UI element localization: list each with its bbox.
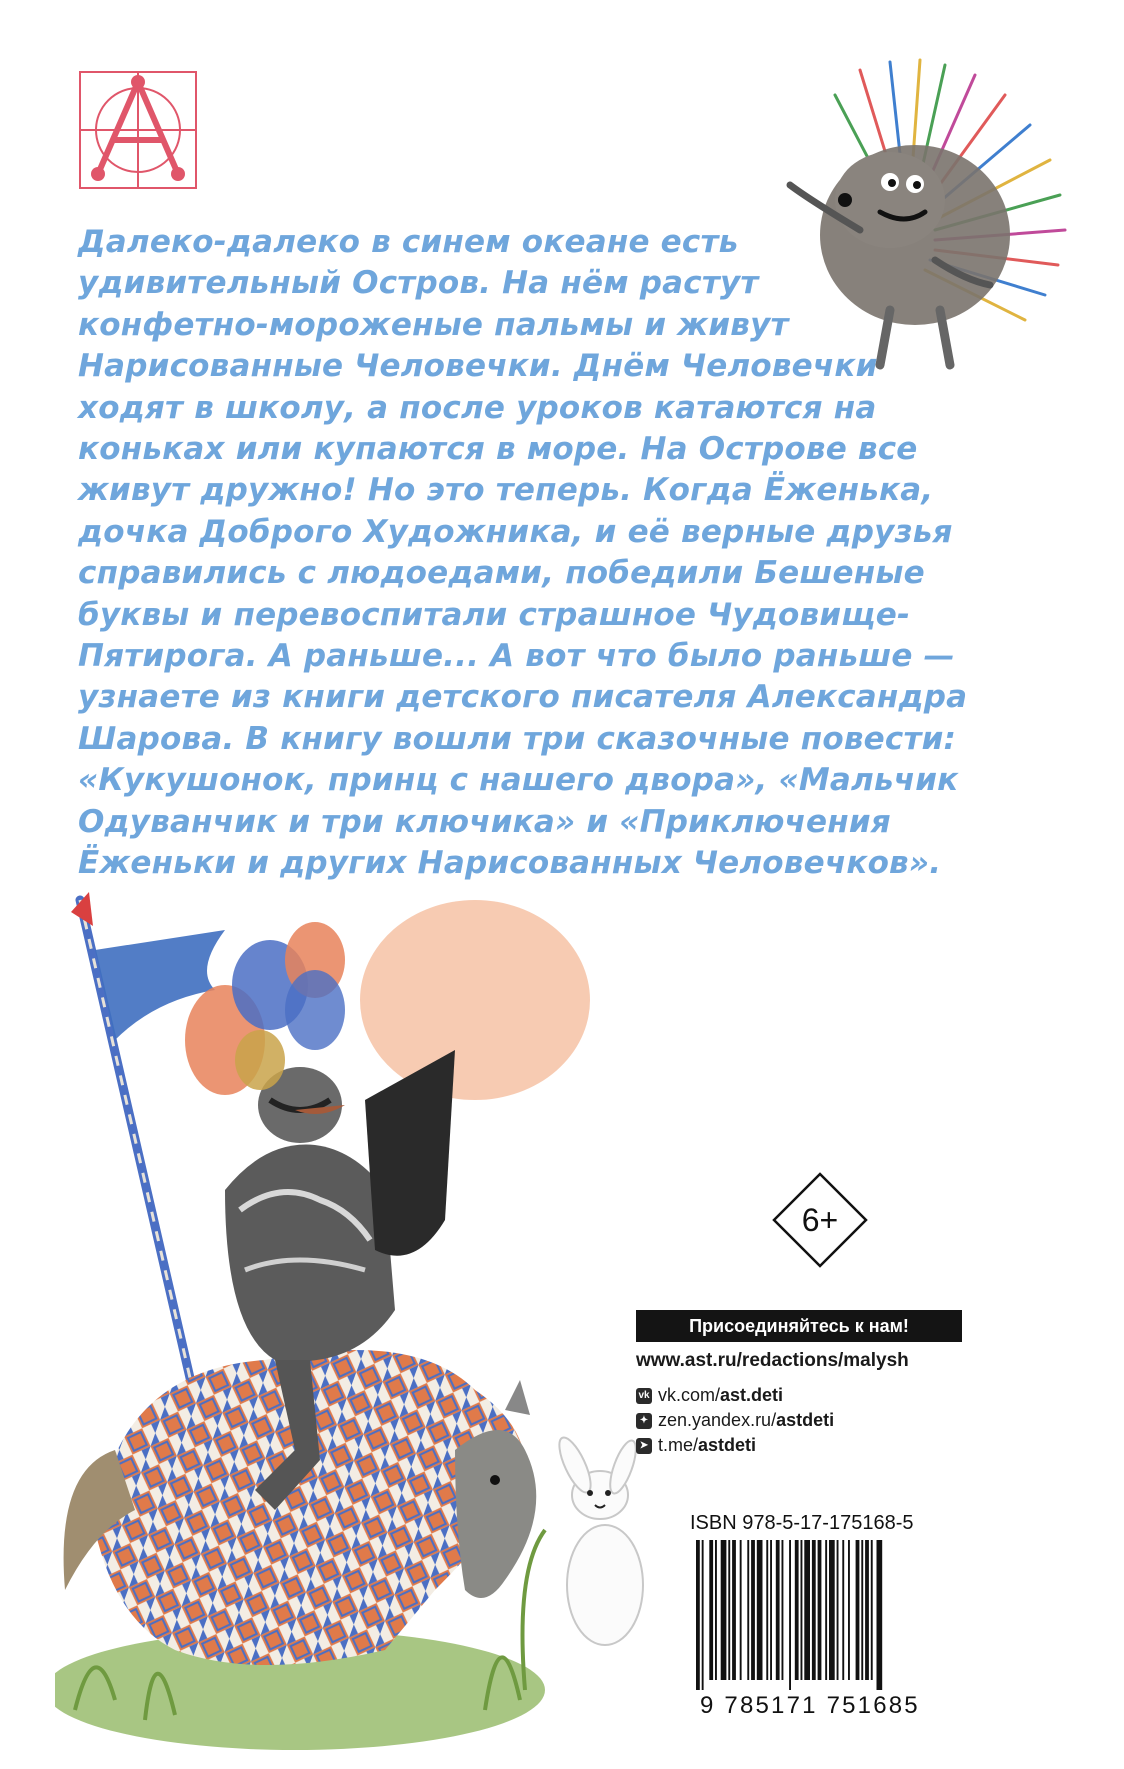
barcode-bar [751, 1540, 755, 1680]
barcode-bar [829, 1540, 835, 1680]
description-line: Шарова. В книгу вошли три сказочные повести: [78, 720, 957, 757]
barcode-bar [789, 1540, 791, 1690]
description-line: справились с людоедами, победили Бешеные [78, 555, 925, 592]
barcode-bar [804, 1540, 810, 1680]
zen-link[interactable] [636, 1410, 834, 1431]
barcode-bar [757, 1540, 763, 1680]
barcode-bar [825, 1540, 827, 1680]
barcode-bar [856, 1540, 860, 1680]
publisher-logo-a-icon [78, 70, 198, 190]
barcode-bar [861, 1540, 863, 1680]
description-line: Одуванчик и три ключика» и «Приключения [78, 803, 891, 840]
barcode-bar [795, 1540, 799, 1680]
isbn-label: ISBN 978-5-17-175168-5 [690, 1512, 914, 1534]
vk-link-prefix: vk.com/ [658, 1385, 721, 1405]
barcode-bar [702, 1540, 704, 1690]
barcode-bar [770, 1540, 772, 1680]
description-line: дочка Доброго Художника, и её верные друзья [78, 513, 953, 550]
zen-icon: ✦ [636, 1413, 652, 1429]
description-line: конфетно-мороженые пальмы и живут [78, 306, 789, 343]
barcode-bar [842, 1540, 844, 1680]
barcode-digits: 9 785171 751685 [700, 1692, 920, 1719]
barcode-bar [721, 1540, 727, 1680]
description-line: Пятирога. А раньше... А вот что было раньше — [78, 638, 955, 675]
barcode-bar [812, 1540, 816, 1680]
telegram-link-handle: astdeti [698, 1435, 757, 1455]
vk-icon: vk [636, 1388, 652, 1404]
barcode-bar [732, 1540, 736, 1680]
zen-link-prefix: zen.yandex.ru/ [658, 1410, 777, 1430]
description-line: живут дружно! Но это теперь. Когда Ёженька, [78, 472, 934, 509]
telegram-link[interactable] [636, 1435, 756, 1456]
barcode-bar [715, 1540, 717, 1680]
description-line: узнаете из книги детского писателя Александра [78, 679, 968, 716]
age-rating-label: 6+ [801, 1201, 839, 1238]
barcode-bar [728, 1540, 730, 1680]
description-line: «Кукушонок, принц с нашего двора», «Мальчик [78, 762, 959, 799]
vk-link[interactable] [636, 1385, 783, 1406]
barcode-bar [848, 1540, 850, 1680]
barcode-bar [709, 1540, 713, 1680]
description-line: Нарисованные Человечки. Днём Человечки [78, 348, 878, 385]
publisher-site-link[interactable]: www.ast.ru/redactions/malysh [636, 1350, 909, 1371]
barcode-bar [877, 1540, 883, 1690]
vk-link-handle: ast.deti [720, 1385, 784, 1405]
telegram-icon: ➤ [636, 1438, 652, 1454]
barcode-bar [776, 1540, 780, 1680]
barcode-bar [837, 1540, 839, 1680]
description-line: ходят в школу, а после уроков катаются на [78, 389, 877, 426]
barcode-bar [801, 1540, 803, 1680]
description-line: Ёженьки и других Нарисованных Человечков». [78, 845, 942, 882]
barcode-bar [696, 1540, 700, 1690]
barcode-bar [747, 1540, 749, 1680]
description-line: Далеко-далеко в синем океане есть [78, 224, 739, 260]
barcode-bar [871, 1540, 873, 1680]
description-line: буквы и перевоспитали страшное Чудовище- [78, 596, 911, 633]
zen-link-handle: astdeti [776, 1410, 835, 1430]
barcode-bar [740, 1540, 742, 1680]
barcode [690, 1540, 960, 1690]
telegram-link-prefix: t.me/ [658, 1435, 699, 1455]
description-line: удивительный Остров. На нём растут [78, 265, 759, 302]
book-description [78, 222, 978, 885]
barcode-bar [782, 1540, 784, 1680]
knight-illustration [55, 890, 615, 1750]
barcode-bar [865, 1540, 869, 1680]
description-line: коньках или купаются в море. На Острове все [78, 431, 918, 468]
barcode-bar [766, 1540, 768, 1680]
barcode-bar [818, 1540, 822, 1680]
join-us-heading: Присоединяйтесь к нам! [636, 1310, 962, 1342]
